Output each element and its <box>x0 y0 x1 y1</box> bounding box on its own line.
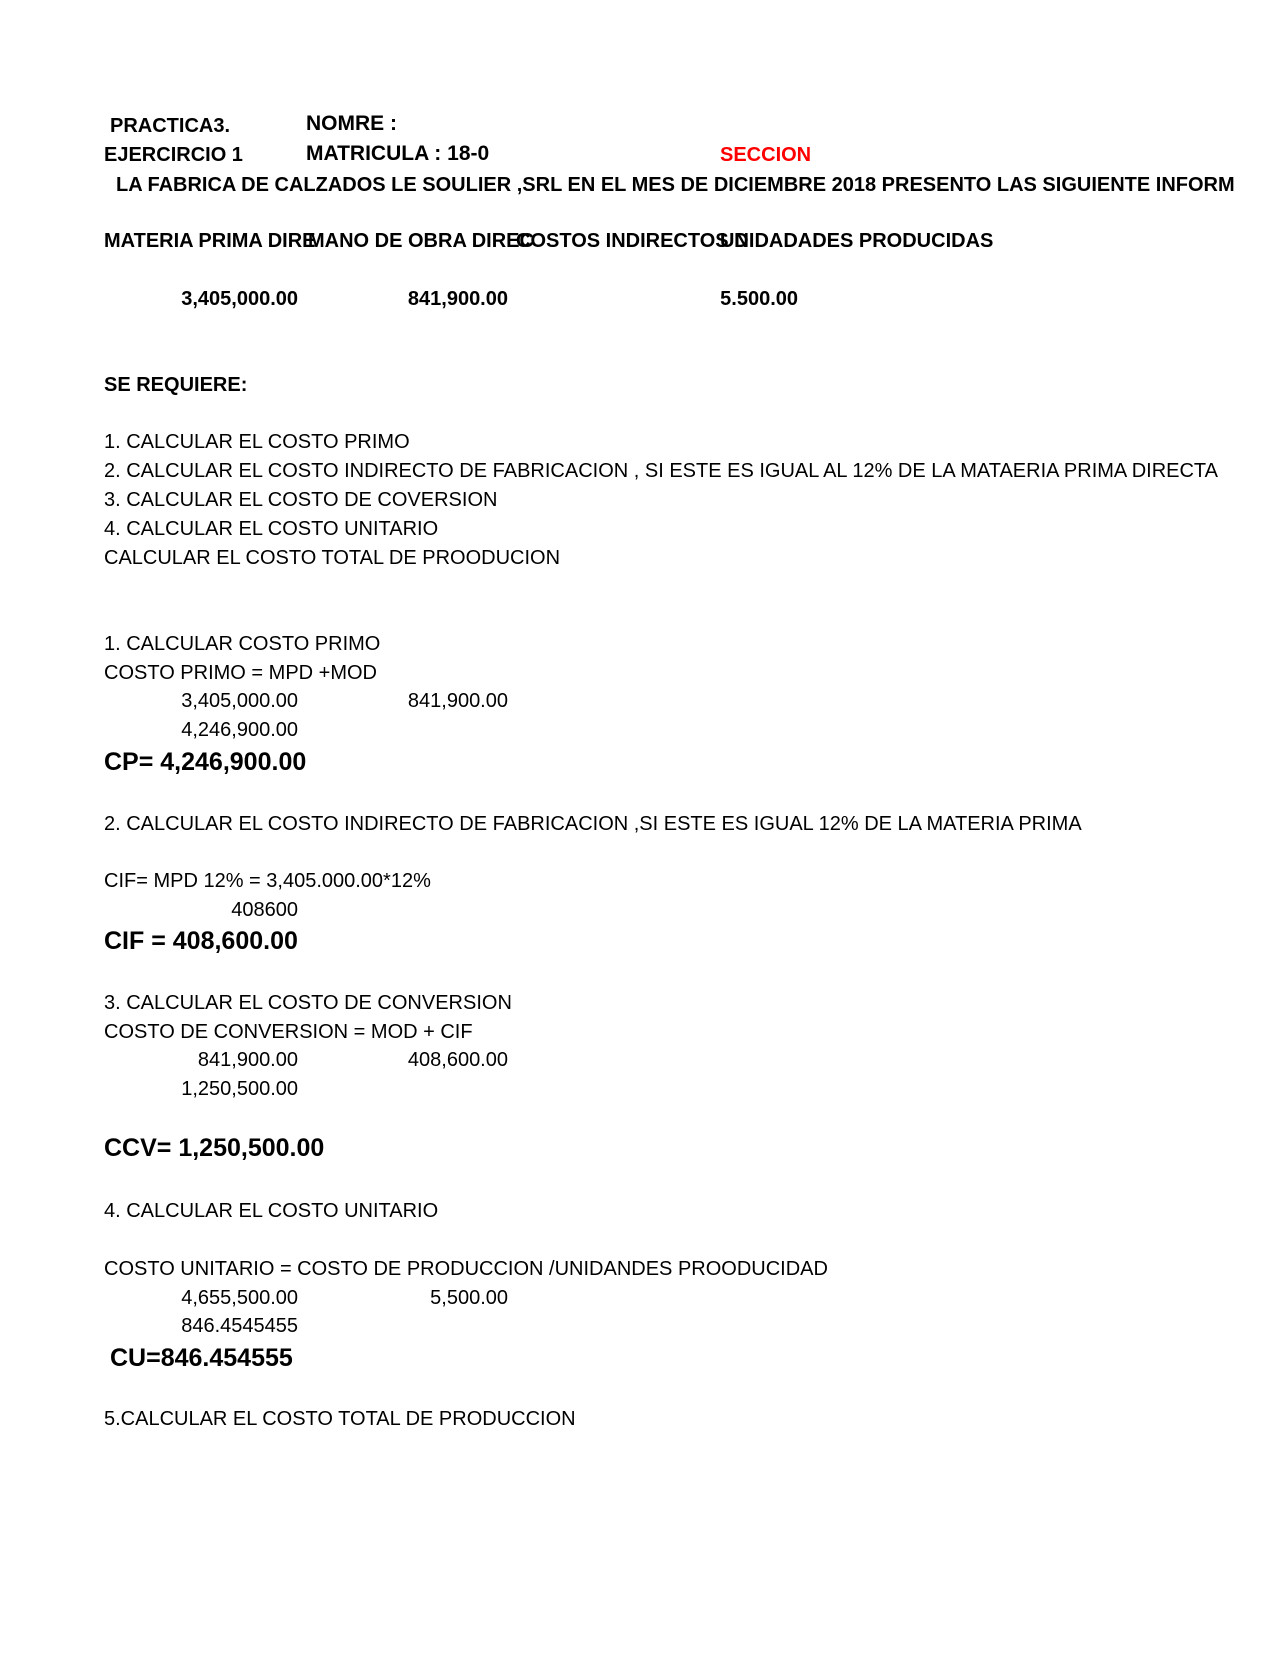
section1-formula: COSTO PRIMO = MPD +MOD <box>104 662 377 684</box>
header-unidades: UNIDADADES PRODUCIDAS <box>720 230 994 252</box>
section3-result: CCV= 1,250,500.00 <box>104 1134 325 1162</box>
practice-title: PRACTICA3. <box>110 115 231 137</box>
problem-statement: LA FABRICA DE CALZADOS LE SOULIER ,SRL EN EL MES DE DICIEMBRE 2018 PRESENTO LAS SIGUIENTE INFORM <box>116 174 1235 196</box>
requirements-title: SE REQUIERE: <box>104 374 248 396</box>
section1-result: CP= 4,246,900.00 <box>104 748 307 776</box>
value-mano-de-obra: 841,900.00 <box>407 288 508 310</box>
section2-value: 408600 <box>231 899 298 921</box>
value-unidades: 5.500.00 <box>720 288 798 310</box>
header-materia-prima: MATERIA PRIMA DIRE <box>104 230 316 252</box>
section3-title: 3. CALCULAR EL COSTO DE CONVERSION <box>104 992 512 1014</box>
requirement-item: 2. CALCULAR EL COSTO INDIRECTO DE FABRICACION , SI ESTE ES IGUAL AL 12% DE LA MATAERIA PRIMA DIRECTA <box>104 460 1219 482</box>
section3-total: 1,250,500.00 <box>181 1078 298 1100</box>
requirement-item: 1. CALCULAR EL COSTO PRIMO <box>104 431 410 453</box>
name-label: NOMRE : <box>306 112 397 135</box>
section2-formula: CIF= MPD 12% = 3,405.000.00*12% <box>104 870 431 892</box>
section-label: SECCION <box>720 144 812 166</box>
section3-cif-value: 408,600.00 <box>407 1049 508 1071</box>
exercise-label: EJERCIRCIO 1 <box>104 144 243 166</box>
matricula-label: MATRICULA : 18-0 <box>306 142 490 165</box>
requirement-item: 3. CALCULAR EL COSTO DE COVERSION <box>104 489 498 511</box>
section4-total: 846.4545455 <box>181 1315 298 1337</box>
section1-title: 1. CALCULAR COSTO PRIMO <box>104 633 381 655</box>
section4-title: 4. CALCULAR EL COSTO UNITARIO <box>104 1200 439 1222</box>
value-materia-prima: 3,405,000.00 <box>181 288 298 310</box>
header-costos-indirectos: COSTOS INDIRECTOS D <box>516 230 749 252</box>
section1-total: 4,246,900.00 <box>181 719 298 741</box>
section4-units: 5,500.00 <box>430 1287 508 1309</box>
requirement-item: CALCULAR EL COSTO TOTAL DE PROODUCION <box>104 547 561 569</box>
section4-production-cost: 4,655,500.00 <box>181 1287 298 1309</box>
section4-formula: COSTO UNITARIO = COSTO DE PRODUCCION /UNIDANDES PROODUCIDAD <box>104 1258 828 1280</box>
section3-mod-value: 841,900.00 <box>197 1049 298 1071</box>
section4-result: CU=846.454555 <box>110 1344 293 1372</box>
header-mano-de-obra: MANO DE OBRA DIREC <box>308 230 534 252</box>
section1-mod-value: 841,900.00 <box>407 690 508 712</box>
section3-formula: COSTO DE CONVERSION = MOD + CIF <box>104 1021 473 1043</box>
section1-mpd-value: 3,405,000.00 <box>181 690 298 712</box>
section2-title: 2. CALCULAR EL COSTO INDIRECTO DE FABRICACION ,SI ESTE ES IGUAL 12% DE LA MATERIA PRIMA <box>104 813 1082 835</box>
section5-title: 5.CALCULAR EL COSTO TOTAL DE PRODUCCION <box>104 1408 576 1430</box>
requirement-item: 4. CALCULAR EL COSTO UNITARIO <box>104 518 439 540</box>
section2-result: CIF = 408,600.00 <box>104 927 298 955</box>
